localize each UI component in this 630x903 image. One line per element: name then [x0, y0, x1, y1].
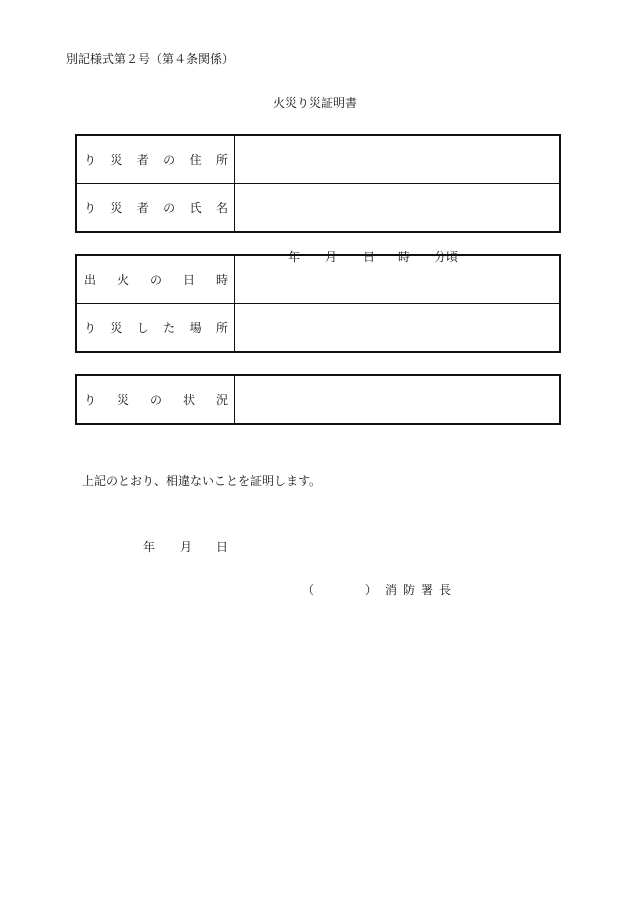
label-char: り — [84, 393, 97, 407]
label-char: 時 — [215, 273, 228, 287]
label-fire-location — [76, 304, 235, 353]
label-char: し — [136, 321, 149, 335]
signature-office-char: 防 — [403, 583, 416, 597]
date-month-unit: 月 — [180, 540, 193, 554]
label-char: 出 — [84, 273, 97, 287]
datetime-year-unit: 年 — [288, 250, 301, 264]
fire-datetime-field[interactable] — [235, 250, 561, 304]
label-char: 災 — [110, 153, 123, 167]
label-char: 者 — [136, 153, 149, 167]
label-char: 氏 — [189, 201, 202, 215]
table-row — [76, 304, 560, 353]
table-row — [76, 135, 560, 184]
label-victim-name — [76, 184, 235, 233]
label-char: 況 — [215, 393, 228, 407]
label-char: 災 — [110, 321, 123, 335]
certification-text: 上記のとおり、相違ないことを証明します。 — [82, 474, 322, 488]
datetime-hour-unit: 時 — [398, 250, 411, 264]
signature-close-paren: ） — [365, 583, 378, 597]
label-fire-datetime — [76, 255, 235, 304]
date-day-unit: 日 — [216, 540, 229, 554]
label-char: 者 — [136, 201, 149, 215]
label-char: の — [163, 153, 176, 167]
label-char: 所 — [215, 153, 228, 167]
label-char: 状 — [182, 393, 195, 407]
label-char: 災 — [110, 201, 123, 215]
form-reference: 別記様式第２号（第４条関係） — [66, 52, 235, 66]
fire-info-table — [75, 250, 561, 353]
table-row — [76, 255, 560, 304]
label-char: 場 — [189, 321, 202, 335]
label-char: の — [163, 201, 176, 215]
label-char: た — [163, 321, 176, 335]
label-char: 名 — [215, 201, 228, 215]
label-char: 災 — [116, 393, 129, 407]
date-year-unit: 年 — [143, 540, 156, 554]
datetime-day-unit: 日 — [363, 250, 376, 264]
table-row — [76, 375, 560, 424]
datetime-month-unit: 月 — [325, 250, 338, 264]
label-char: 所 — [215, 321, 228, 335]
label-char: の — [149, 273, 162, 287]
label-char: り — [84, 201, 97, 215]
victim-info-table — [75, 134, 561, 233]
table-row — [76, 184, 560, 233]
victim-name-field[interactable] — [235, 184, 561, 233]
label-char: り — [84, 321, 97, 335]
label-char: 火 — [116, 273, 129, 287]
document-title: 火災り災証明書 — [272, 96, 357, 110]
fire-location-field[interactable] — [235, 304, 561, 353]
signature-office-char: 長 — [439, 583, 452, 597]
label-damage-status — [76, 375, 235, 424]
label-char: 住 — [189, 153, 202, 167]
victim-address-field[interactable] — [235, 135, 561, 184]
label-char: り — [84, 153, 97, 167]
label-victim-address — [76, 135, 235, 184]
signature-office-char: 署 — [421, 583, 434, 597]
damage-status-table — [75, 374, 561, 425]
label-char: の — [149, 393, 162, 407]
signature-office-char: 消 — [385, 583, 398, 597]
signature-open-paren: （ — [302, 583, 315, 597]
label-char: 日 — [182, 273, 195, 287]
datetime-minute-unit: 分頃 — [434, 250, 459, 264]
damage-status-field[interactable] — [235, 375, 561, 424]
